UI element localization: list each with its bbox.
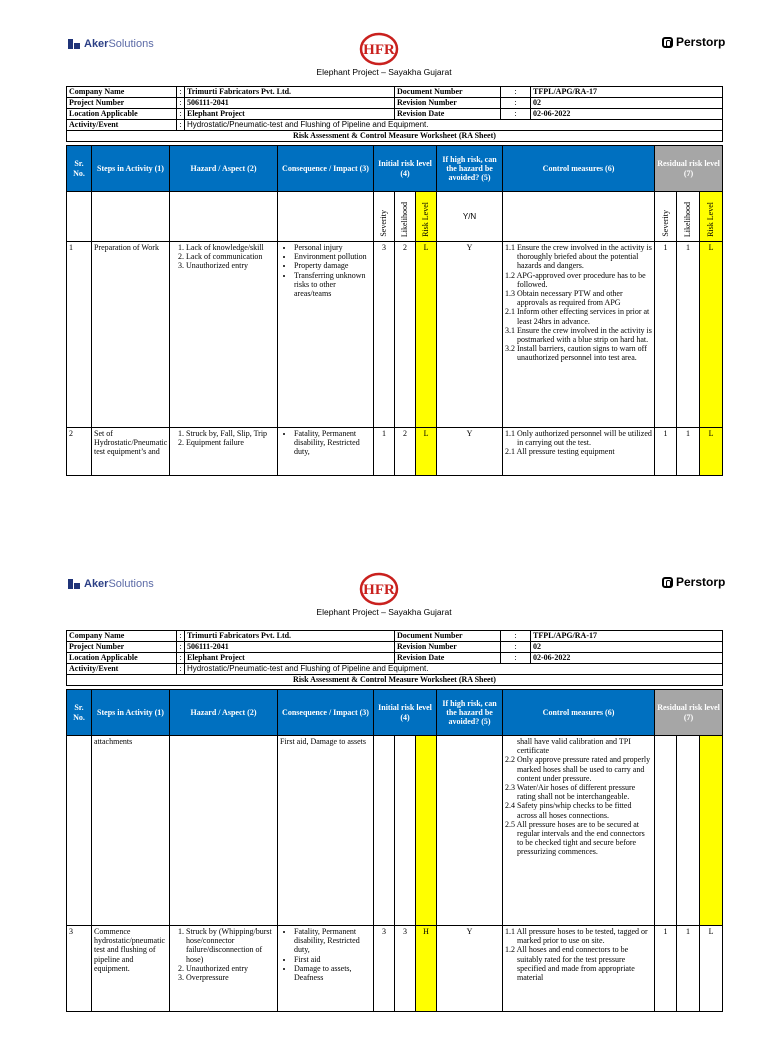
table-row (67, 926, 723, 1012)
page-header (0, 570, 768, 620)
residual-risk-level-value: L (700, 926, 723, 1012)
col-header-high-risk: If high risk, can the hazard be avoided? (5) (437, 690, 503, 736)
col-header-hazard: Hazard / Aspect (2) (170, 690, 278, 736)
revision-date-value: 02-06-2022 (531, 109, 723, 120)
list-item: 1. Struck by (Whipping/burst hose/connector failure/disconnection of hose) (186, 927, 275, 964)
list-item: 1. Struck by, Fall, Slip, Trip (186, 429, 275, 438)
list-item: 1.3 Obtain necessary PTW and other approvals as required from APG (505, 288, 623, 308)
row-sr-no: 3 (67, 926, 92, 1012)
document-page-2 (0, 540, 768, 1040)
residual-likelihood-value (677, 736, 700, 926)
yn-value: Y (437, 428, 503, 476)
revision-number-label: Revision Number (395, 642, 501, 653)
col-header-consequence: Consequence / Impact (3) (278, 146, 374, 192)
page-header (0, 30, 768, 80)
list-item: 1.1 Only authorized personnel will be utilized in carrying out the test. (505, 429, 652, 448)
severity-value: 3 (374, 926, 395, 1012)
row-sr-no: 2 (67, 428, 92, 476)
list-item: • Damage to assets, Deafness (294, 964, 371, 982)
subheader-likelihood: Likelihood (400, 201, 410, 237)
list-item: • Environment pollution (294, 252, 371, 261)
list-item: 2.3 Water/Air hoses of different pressure rating shall not be interchangeable. (505, 782, 636, 802)
list-item: 2.4 Safety pins/whip checks to be fitted across all hoses connections. (505, 801, 632, 820)
list-item: 1.1 All pressure hoses to be tested, tagged or marked prior to use on site. (505, 927, 648, 946)
residual-severity-value (655, 736, 677, 926)
col-header-initial-risk: Initial risk level (4) (374, 690, 437, 736)
row-consequence: First aid, Damage to assets (278, 736, 374, 926)
likelihood-value: 2 (395, 242, 416, 428)
activity-value: Hydrostatic/Pneumatic-test and Flushing of Pipeline and Equipment. (185, 120, 723, 131)
svg-text:HFR: HFR (363, 42, 395, 58)
list-item: 3. Overpressure (186, 973, 275, 982)
table-row (67, 242, 723, 428)
residual-severity-value: 1 (655, 428, 677, 476)
col-header-control-measures: Control measures (6) (503, 690, 655, 736)
list-item: 3.1 Ensure the crew involved in the activity is postmarked with a blue strip on hard hat. (505, 325, 652, 344)
list-item: • Transferring unknown risks to other areas/teams (294, 271, 371, 299)
location-label: Location Applicable (67, 653, 177, 664)
aker-solutions-logo (68, 38, 154, 51)
project-number-value: 506111-2041 (185, 98, 395, 109)
perstorp-logo-icon (662, 37, 673, 48)
subheader-risk-level: Risk Level (421, 201, 431, 237)
revision-number-value: 02 (531, 642, 723, 653)
risk-assessment-table (66, 145, 723, 476)
project-title: Elephant Project – Sayakha Gujarat (316, 607, 452, 617)
perstorp-logo (662, 576, 725, 590)
location-value: Elephant Project (185, 653, 395, 664)
list-item: 1. Lack of knowledge/skill (186, 243, 275, 252)
list-item: 2.2 Only approve pressure rated and properly marked hoses shall be used to carry and content under pressure. (505, 755, 651, 783)
activity-value: Hydrostatic/Pneumatic-test and Flushing of Pipeline and Equipment. (185, 664, 723, 675)
yn-value: Y (437, 926, 503, 1012)
perstorp-logo-icon (662, 577, 673, 588)
table-row (67, 736, 723, 926)
revision-number-value: 02 (531, 98, 723, 109)
col-header-steps: Steps in Activity (1) (92, 690, 170, 736)
perstorp-logo-text: Perstorp (676, 35, 726, 49)
col-header-high-risk: If high risk, can the hazard be avoided? (5) (437, 146, 503, 192)
control-measures (503, 736, 655, 926)
solutions-logo-text: Solutions (108, 38, 154, 50)
company-name-value: Trimurti Fabricators Pvt. Ltd. (185, 87, 395, 98)
perstorp-logo (662, 36, 725, 50)
list-item: • Fatality, Permanent disability, Restricted duty, (294, 927, 371, 955)
residual-likelihood-value: 1 (677, 428, 700, 476)
company-name-label: Company Name (67, 631, 177, 642)
likelihood-value (395, 736, 416, 926)
page-gap (0, 500, 768, 540)
consequence-list (280, 243, 371, 298)
col-header-hazard: Hazard / Aspect (2) (170, 146, 278, 192)
list-item: 2. Lack of communication (186, 252, 275, 261)
residual-severity-value: 1 (655, 926, 677, 1012)
subheader-residual-likelihood: Likelihood (683, 201, 693, 237)
consequence-list (280, 927, 371, 982)
col-header-residual-risk: Residual risk level (7) (655, 146, 723, 192)
list-item: 3. Unauthorized entry (186, 261, 275, 270)
risk-level-value (416, 736, 437, 926)
document-number-label: Document Number (395, 631, 501, 642)
row-step: Commence hydrostatic/pneumatic test and flushing of pipeline and equipment. (92, 926, 170, 1012)
row-step: Preparation of Work (92, 242, 170, 428)
subheader-yn: Y/N (437, 192, 503, 242)
list-item: 2.1 All pressure testing equipment (505, 447, 615, 457)
project-title: Elephant Project – Sayakha Gujarat (316, 67, 452, 77)
severity-value (374, 736, 395, 926)
col-header-steps: Steps in Activity (1) (92, 146, 170, 192)
risk-level-value: L (416, 428, 437, 476)
control-measures (503, 926, 655, 1012)
activity-label: Activity/Event (67, 120, 177, 131)
control-measures (503, 242, 655, 428)
hazard-list (172, 429, 275, 447)
perstorp-logo-text: Perstorp (676, 575, 726, 589)
worksheet-title: Risk Assessment & Control Measure Worksheet (RA Sheet) (67, 675, 723, 686)
yn-value (437, 736, 503, 926)
company-name-label: Company Name (67, 87, 177, 98)
control-measures (503, 428, 655, 476)
document-info-table: Company Name : Trimurti Fabricators Pvt. Ltd. Document Number : TFPL/APG/RA-17 Project Number : 506111-2041 Revision Number : 02 Location Applicable : Elephant Project Revision Date : 02-06-2022 Activity/Event : Hydrostatic/Pneumatic-test and Flushing of Pipeline and Equipment. Risk Assessment & Control Measure Worksheet (RA Sheet) (66, 86, 723, 142)
col-header-consequence: Consequence / Impact (3) (278, 690, 374, 736)
residual-severity-value: 1 (655, 242, 677, 428)
table-row (67, 428, 723, 476)
list-item: • Property damage (294, 261, 371, 270)
document-info-table: Company Name : Trimurti Fabricators Pvt. Ltd. Document Number : TFPL/APG/RA-17 Project Number : 506111-2041 Revision Number : 02 Location Applicable : Elephant Project Revision Date : 02-06-2022 Activity/Event : Hydrostatic/Pneumatic-test and Flushing of Pipeline and Equipment. Risk Assessment & Control Measure Worksheet (RA Sheet) (66, 630, 723, 686)
risk-level-value: L (416, 242, 437, 428)
document-number-label: Document Number (395, 87, 501, 98)
residual-likelihood-value: 1 (677, 926, 700, 1012)
col-header-sr-no: Sr. No. (67, 146, 92, 192)
severity-value: 1 (374, 428, 395, 476)
list-item: 2.5 All pressure hoses are to be secured at regular intervals and the end connectors to be checked tight and secure before pressurizing commences. (505, 819, 645, 857)
residual-risk-level-value: L (700, 428, 723, 476)
hfr-circle-logo (350, 32, 408, 66)
residual-risk-level-value (700, 736, 723, 926)
location-label: Location Applicable (67, 109, 177, 120)
risk-assessment-table (66, 689, 723, 1012)
list-item: • Personal injury (294, 243, 371, 252)
list-item: • Fatality, Permanent disability, Restricted duty, (294, 429, 371, 457)
likelihood-value: 2 (395, 428, 416, 476)
list-item: shall have valid calibration and TPI certificate (517, 737, 631, 756)
revision-date-label: Revision Date (395, 109, 501, 120)
list-item: 3.2 Install barriers, caution signs to warn off unauthorized personnel into test area. (505, 344, 647, 363)
hazard-list (172, 243, 275, 271)
hfr-circle-logo (350, 572, 408, 606)
col-header-residual-risk: Residual risk level (7) (655, 690, 723, 736)
aker-logo-text: Aker (84, 38, 109, 50)
list-item: 1.1 Ensure the crew involved in the activity is thoroughly briefed about the potential hazards and dangers. (505, 243, 652, 271)
company-name-value: Trimurti Fabricators Pvt. Ltd. (185, 631, 395, 642)
aker-logo-text: Aker (84, 578, 109, 590)
document-page-1 (0, 0, 768, 500)
list-item: 2.1 Inform other effecting services in prior at least 24hrs in advance. (505, 307, 650, 326)
aker-solutions-logo-icon (68, 39, 80, 49)
list-item: 2. Unauthorized entry (186, 964, 275, 973)
list-item: 2. Equipment failure (186, 438, 275, 447)
yn-value: Y (437, 242, 503, 428)
row-step: Set of Hydrostatic/Pneumatic test equipment’s and (92, 428, 170, 476)
location-value: Elephant Project (185, 109, 395, 120)
subheader-residual-severity: Severity (660, 210, 670, 237)
project-number-label: Project Number (67, 98, 177, 109)
document-number-value: TFPL/APG/RA-17 (531, 87, 723, 98)
row-sr-no: 1 (67, 242, 92, 428)
likelihood-value: 3 (395, 926, 416, 1012)
revision-date-value: 02-06-2022 (531, 653, 723, 664)
risk-level-value: H (416, 926, 437, 1012)
list-item: 1.2 APG-approved over procedure has to be followed. (505, 270, 646, 289)
row-sr-no (67, 736, 92, 926)
residual-likelihood-value: 1 (677, 242, 700, 428)
aker-solutions-logo-icon (68, 579, 80, 589)
residual-risk-level-value: L (700, 242, 723, 428)
project-number-label: Project Number (67, 642, 177, 653)
activity-label: Activity/Event (67, 664, 177, 675)
col-header-sr-no: Sr. No. (67, 690, 92, 736)
document-number-value: TFPL/APG/RA-17 (531, 631, 723, 642)
col-header-control-measures: Control measures (6) (503, 146, 655, 192)
row-step: attachments (92, 736, 170, 926)
list-item: 1.2 All hoses and end connectors to be suitably rated for the test pressure specified and made from appropriate material (505, 945, 635, 982)
subheader-residual-risk-level: Risk Level (706, 201, 716, 237)
subheader-severity: Severity (379, 210, 389, 237)
solutions-logo-text: Solutions (108, 578, 154, 590)
worksheet-title: Risk Assessment & Control Measure Worksheet (RA Sheet) (67, 131, 723, 142)
hazard-list (172, 927, 275, 982)
list-item: • First aid (294, 955, 371, 964)
severity-value: 3 (374, 242, 395, 428)
col-header-initial-risk: Initial risk level (4) (374, 146, 437, 192)
aker-solutions-logo (68, 578, 154, 591)
revision-date-label: Revision Date (395, 653, 501, 664)
project-number-value: 506111-2041 (185, 642, 395, 653)
revision-number-label: Revision Number (395, 98, 501, 109)
svg-text:HFR: HFR (363, 582, 395, 598)
consequence-list (280, 429, 371, 457)
